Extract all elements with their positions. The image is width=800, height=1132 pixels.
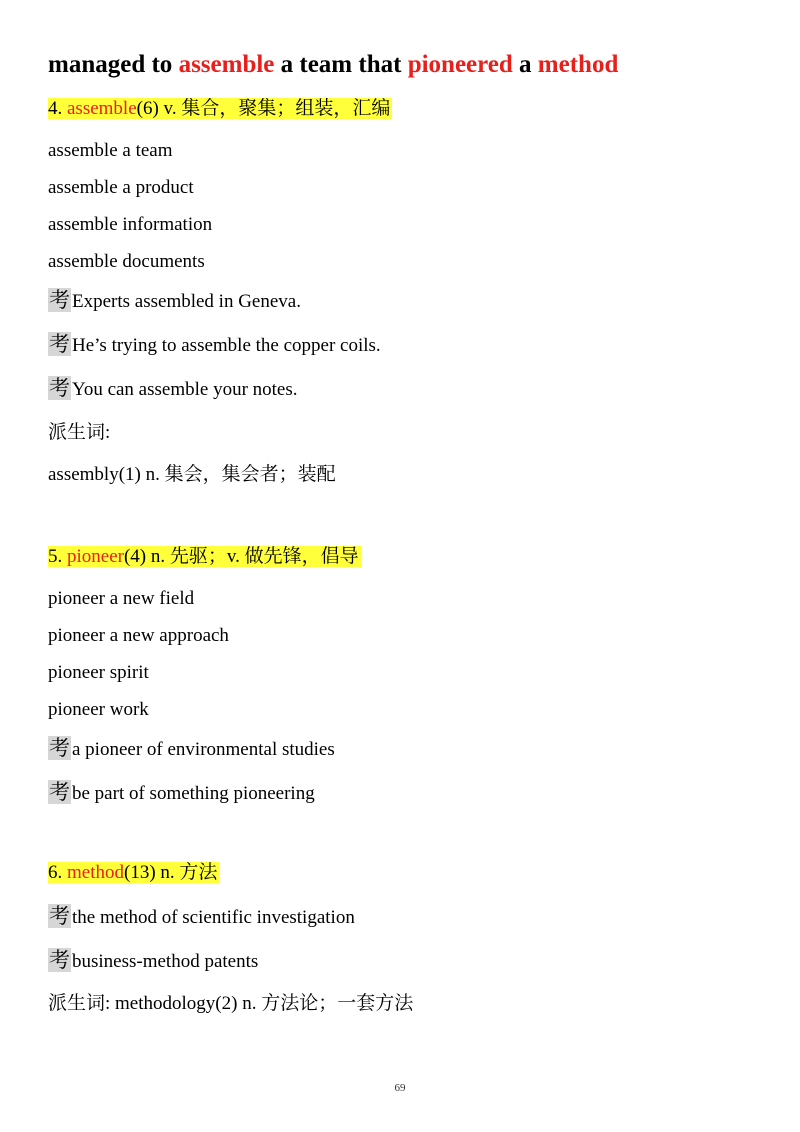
collocation-item: pioneer a new approach: [48, 625, 229, 646]
entry-heading-pioneer: [48, 544, 361, 570]
example-item: [48, 903, 355, 931]
exam-mark-badge: 考: [49, 736, 70, 760]
entry-heading-highlight: [48, 98, 392, 119]
entry-heading-assemble: [48, 96, 392, 122]
exam-mark-badge: 考: [49, 904, 70, 928]
example-item: [48, 779, 315, 807]
entry-headword: assemble: [67, 98, 137, 119]
entry-headword: pioneer: [67, 546, 124, 567]
entry-heading-highlight: [48, 862, 219, 883]
example-item: [48, 375, 298, 403]
collocation-item: assemble documents: [48, 251, 205, 272]
entry-heading-method: [48, 860, 219, 886]
title-part-3: a: [512, 51, 538, 78]
collocation-item: pioneer work: [48, 699, 149, 720]
title-part-2: a team that: [274, 51, 408, 78]
exam-mark-badge: 考: [49, 780, 70, 804]
entry-headword: method: [67, 862, 124, 883]
title-part-1: managed to: [48, 51, 179, 78]
collocation-item: assemble a team: [48, 140, 173, 161]
example-item: [48, 735, 335, 763]
example-text: the method of scientific investigation: [72, 907, 355, 928]
derived-word: assembly(1) n. 集会，集会者；装配: [48, 464, 336, 485]
derived-label: 派生词:: [48, 422, 111, 443]
entry-definition: (13) n. 方法: [124, 862, 218, 883]
collocation-item: assemble information: [48, 214, 213, 235]
collocation-item: pioneer spirit: [48, 662, 149, 683]
exam-mark-badge: 考: [49, 332, 70, 356]
entry-definition: (4) n. 先驱；v. 做先锋，倡导: [123, 546, 359, 567]
example-item: [48, 331, 381, 359]
example-text: He’s trying to assemble the copper coils.: [72, 335, 381, 356]
derived-line: 派生词: methodology(2) n. 方法论；一套方法: [48, 993, 414, 1014]
exam-mark-badge: 考: [49, 948, 70, 972]
example-item: [48, 947, 258, 975]
example-text: be part of something pioneering: [72, 783, 315, 804]
exam-mark-badge: 考: [49, 376, 70, 400]
title-keyword-pioneered: pioneered: [407, 51, 513, 78]
title-keyword-method: method: [537, 51, 619, 78]
collocation-item: pioneer a new field: [48, 588, 195, 609]
example-item: [48, 287, 301, 315]
example-text: business-method patents: [72, 951, 259, 972]
example-text: You can assemble your notes.: [72, 379, 298, 400]
entry-number: 6.: [48, 862, 67, 883]
example-text: a pioneer of environmental studies: [72, 739, 335, 760]
collocation-item: assemble a product: [48, 177, 194, 198]
example-text: Experts assembled in Geneva.: [72, 291, 301, 312]
title-keyword-assemble: assemble: [178, 51, 275, 78]
entry-heading-highlight: [48, 546, 361, 567]
page-number: 69: [394, 1082, 406, 1094]
exam-mark-badge: 考: [49, 288, 70, 312]
entry-definition: (6) v. 集合，聚集；组装，汇编: [136, 98, 391, 119]
entry-number: 5.: [48, 546, 67, 567]
entry-number: 4.: [48, 98, 67, 119]
page-title: [48, 48, 618, 82]
